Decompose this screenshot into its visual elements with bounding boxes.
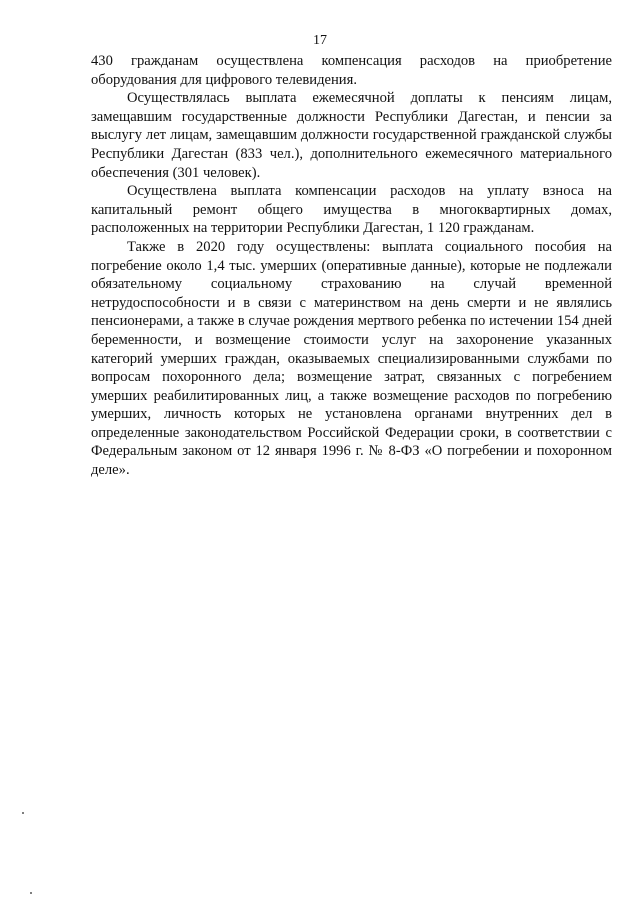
scan-speck bbox=[30, 892, 32, 894]
paragraph-capital-repair-compensation: Осуществлена выплата компенсации расходов на уплату взноса на капитальный ремонт общего имущества в многоквартирных домах, расположенных на территории Республики Дагестан, 1 120 гражданам. bbox=[91, 183, 612, 237]
scan-speck bbox=[22, 812, 24, 814]
document-body bbox=[91, 52, 612, 480]
paragraph-digital-tv-compensation: 430 гражданам осуществлена компенсация расходов на приобретение оборудования для цифрового телевидения. bbox=[91, 53, 612, 88]
paragraph-pension-supplement: Осуществлялась выплата ежемесячной доплаты к пенсиям лицам, замещавшим государственные должности Республики Дагестан, и пенсии за выслугу лет лицам, замещавшим должности государственной гражданской службы Республики Дагестан (833 чел.), дополнительного ежемесячного материального обеспечения (301 человек). bbox=[91, 90, 612, 181]
page-number: 17 bbox=[313, 33, 327, 48]
paragraph-burial-benefit: Также в 2020 году осуществлены: выплата социального пособия на погребение около 1,4 тыс. умерших (оперативные данные), которые не подлежали обязательному социальному страхованию на случай временной нетрудоспособности и в связи с материнством на день смерти и не являлись пенсионерами, а также в случае рождения мертвого ребенка по истечении 154 дней беременности, и возмещение стоимости услуг на захоронение указанных категорий умерших граждан, оказываемых специализированными службами по вопросам похоронного дела; возмещение затрат, связанных с погребением умерших реабилитированных лиц, а также возмещение расходов по погребению умерших, личность которых не установлена органами внутренних дел в определенные законодательством Российской Федерации сроки, в соответствии с Федеральным законом от 12 января 1996 г. № 8-ФЗ «О погребении и похоронном деле». bbox=[91, 238, 612, 479]
